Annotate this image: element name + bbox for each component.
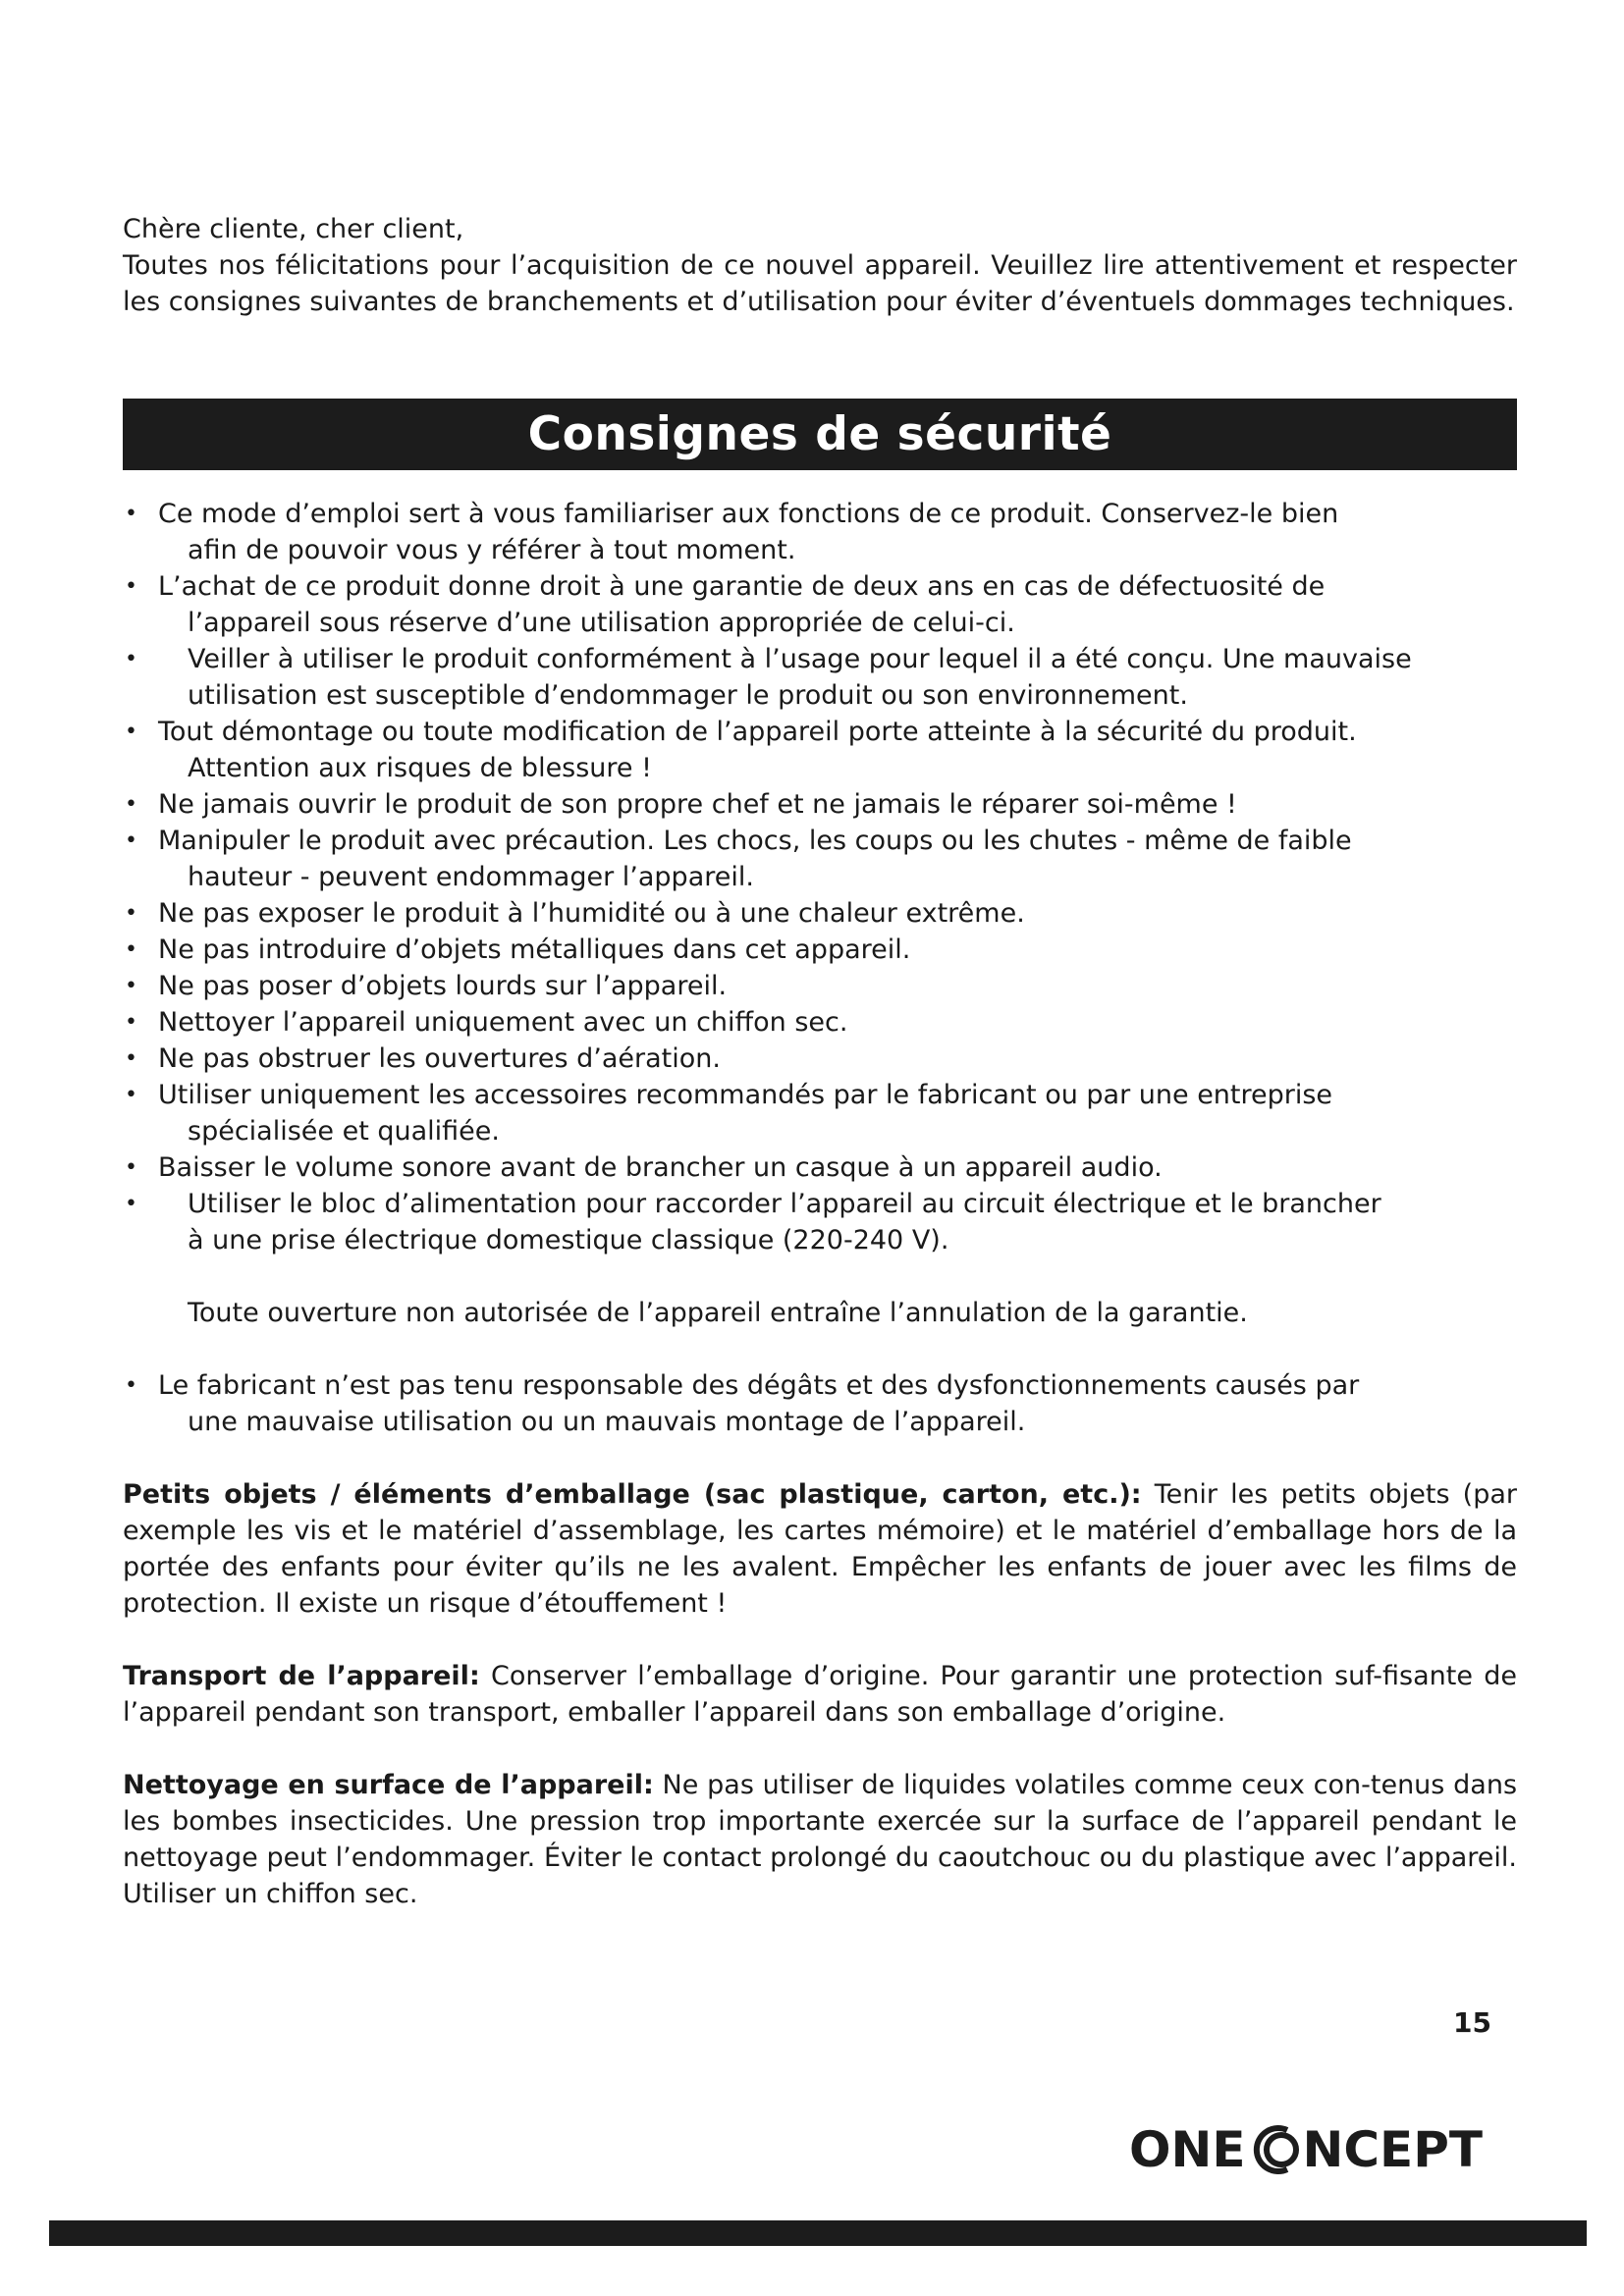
list-item: • Utiliser uniquement les accessoires recommandés par le fabricant ou par une entreprise spécialisée et qualifiée. <box>123 1077 1517 1149</box>
list-item: • Utiliser le bloc d’alimentation pour raccorder l’appareil au circuit électrique et le brancher à une prise électrique domestique classique (220-240 V). <box>123 1186 1517 1258</box>
bullet-icon: • <box>125 792 137 817</box>
brand-logo <box>1129 2110 1483 2189</box>
bullet-icon: • <box>125 720 137 744</box>
list-item: • Ne pas introduire d’objets métalliques dans cet appareil. <box>123 932 1517 968</box>
bullet-icon: • <box>125 901 137 926</box>
bullet-icon: • <box>125 1046 137 1071</box>
small-objects-text: Tenir les petits objets (par exemple les vis et le matériel d’assemblage, les cartes mémoire) et le matériel d’emballage hors de la portée des enfants pour éviter qu’ils ne les avalent. Empêcher les enfants de jouer avec les films de protection. Il existe un risque d’étouffement ! <box>123 1479 1517 1619</box>
footer-bar <box>49 2220 1587 2246</box>
bullet-icon: • <box>125 1155 137 1180</box>
cleaning-heading: Nettoyage en surface de l’appareil: <box>123 1770 654 1800</box>
manual-page <box>123 211 1517 1912</box>
transport-paragraph <box>123 1658 1517 1731</box>
page-number: 15 <box>1453 2006 1491 2039</box>
logo-ring-icon <box>1248 2121 1305 2178</box>
bullet-icon: • <box>125 974 137 998</box>
list-item: • Ne pas obstruer les ouvertures d’aération. <box>123 1041 1517 1077</box>
list-item: • Veiller à utiliser le produit conformément à l’usage pour lequel il a été conçu. Une mauvaise utilisation est susceptible d’endommager le produit ou son environnement. <box>123 641 1517 714</box>
bullet-icon: • <box>125 937 137 962</box>
bullet-icon: • <box>125 828 137 853</box>
bullet-icon: • <box>125 1083 137 1107</box>
section-title: Consignes de sécurité <box>527 407 1112 461</box>
section-title-bar <box>123 399 1517 470</box>
safety-list-continued <box>123 1367 1517 1440</box>
logo-text-one: ONE <box>1129 2121 1246 2178</box>
list-item: • Tout démontage ou toute modification de l’appareil porte atteinte à la sécurité du produit. Attention aux risques de blessure ! <box>123 714 1517 786</box>
list-item: • Le fabricant n’est pas tenu responsable des dégâts et des dysfonctionnements causés par une mauvaise utilisation ou un mauvais montage de l’appareil. <box>123 1367 1517 1440</box>
intro-body: Toutes nos félicitations pour l’acquisition de ce nouvel appareil. Veuillez lire attentivement et respecter les consignes suivantes de branchements et d’utilisation pour éviter d’éventuels dommages techniques. <box>123 250 1517 317</box>
bullet-icon: • <box>125 502 137 526</box>
safety-list <box>123 496 1517 1258</box>
list-item: • Nettoyer l’appareil uniquement avec un chiffon sec. <box>123 1004 1517 1041</box>
list-item: • Baisser le volume sonore avant de brancher un casque à un appareil audio. <box>123 1149 1517 1186</box>
list-item: • L’achat de ce produit donne droit à une garantie de deux ans en cas de défectuosité de l’appareil sous réserve d’une utilisation appropriée de celui-ci. <box>123 568 1517 641</box>
list-item: • Ne pas poser d’objets lourds sur l’appareil. <box>123 968 1517 1004</box>
bullet-icon: • <box>125 647 137 671</box>
bullet-icon: • <box>125 1373 137 1398</box>
greeting: Chère cliente, cher client, <box>123 214 464 244</box>
transport-text: Conserver l’emballage d’origine. Pour garantir une protection suf-fisante de l’appareil pendant son transport, emballer l’appareil dans son emballage d’origine. <box>123 1661 1518 1728</box>
list-item: • Ce mode d’emploi sert à vous familiariser aux fonctions de ce produit. Conservez-le bien afin de pouvoir vous y référer à tout moment. <box>123 496 1517 568</box>
warranty-note: Toute ouverture non autorisée de l’appareil entraîne l’annulation de la garantie. <box>188 1298 1248 1328</box>
list-item: • Manipuler le produit avec précaution. Les chocs, les coups ou les chutes - même de faible hauteur - peuvent endommager l’appareil. <box>123 823 1517 895</box>
small-objects-paragraph <box>123 1476 1517 1622</box>
bullet-icon: • <box>125 574 137 599</box>
list-item: • Ne jamais ouvrir le produit de son propre chef et ne jamais le réparer soi-même ! <box>123 786 1517 823</box>
logo-text-ncept: NCEPT <box>1302 2121 1483 2178</box>
intro-section <box>123 211 1517 320</box>
cleaning-paragraph <box>123 1767 1517 1912</box>
transport-heading: Transport de l’appareil: <box>123 1661 480 1691</box>
list-item: • Ne pas exposer le produit à l’humidité ou à une chaleur extrême. <box>123 895 1517 932</box>
small-objects-heading: Petits objets / éléments d’emballage (sac plastique, carton, etc.): <box>123 1479 1142 1510</box>
bullet-icon: • <box>125 1192 137 1216</box>
cleaning-text: Ne pas utiliser de liquides volatiles comme ceux con-tenus dans les bombes insecticides. Une pression trop importante exercée sur la surface de l’appareil pendant le nettoyage peut l’endommager. Éviter le contact prolongé du caoutchouc ou du plastique avec l’appareil. Utiliser un chiffon sec. <box>123 1770 1518 1909</box>
bullet-icon: • <box>125 1010 137 1035</box>
